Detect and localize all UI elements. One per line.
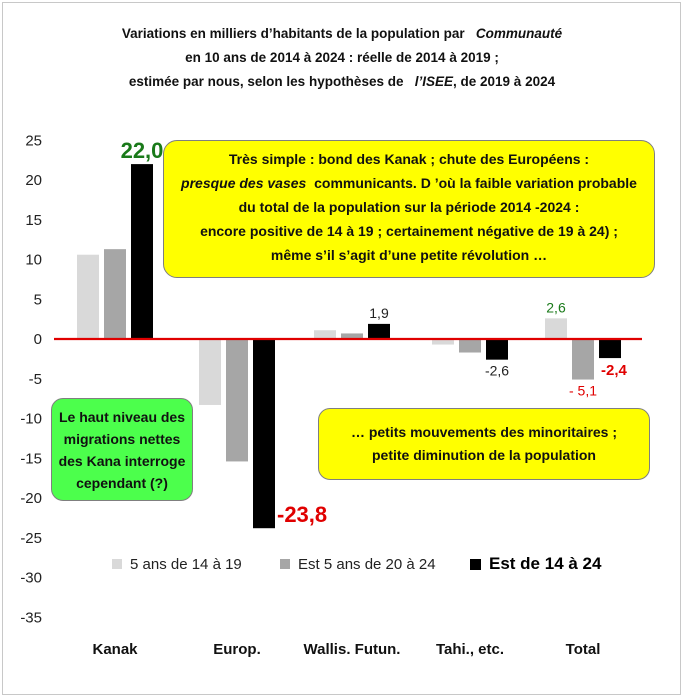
bar-3-Wallis. Futun.: [368, 324, 390, 339]
bar-2-Total: [572, 339, 594, 380]
category-label: Europ.: [213, 641, 261, 658]
data-label-Total: - 5,1: [568, 382, 598, 399]
category-label: Total: [565, 641, 601, 658]
data-label-Tahi., etc.: -2,6: [484, 362, 510, 379]
title-line-1-text: Variations en milliers d’habitants de la population par: [121, 26, 465, 41]
bar-2-Kanak: [104, 249, 126, 339]
annotation-top-line-1: Très simple : bond des Kanak ; chute des Européens :: [228, 151, 590, 167]
title-line-1-italic: Communauté: [475, 26, 563, 41]
data-label-Wallis. Futun.: 1,9: [369, 304, 389, 321]
legend-item-3: [470, 550, 601, 578]
annotation-top-line-5: même s’il s’agit d’une petite révolution …: [270, 247, 548, 263]
x-axis-categories: [92, 641, 600, 658]
legend-swatch-1: [112, 559, 122, 569]
title-line-3-end: , de 2019 à 2024: [453, 74, 556, 89]
annotation-left-line-3: des Kana interroge: [58, 453, 186, 469]
y-tick-label: -25: [20, 529, 42, 547]
legend-item-1: [112, 550, 242, 578]
title-line-3-italic: l’ISEE: [414, 74, 454, 89]
annotation-left-line-2: migrations nettes: [63, 431, 181, 447]
y-tick-label: -20: [20, 490, 42, 507]
category-label: Wallis. Futun.: [303, 641, 401, 658]
legend-label-2: Est 5 ans de 20 à 24: [298, 555, 436, 573]
data-label-Europ.: -23,8: [277, 502, 328, 528]
bar-1-Total: [545, 318, 567, 339]
legend: [0, 550, 684, 578]
bar-3-Tahi., etc.: [486, 339, 508, 360]
category-label: Kanak: [92, 641, 138, 658]
annotation-top-line-4: encore positive de 14 à 19 ; certainement négative de 19 à 24) ;: [200, 223, 618, 239]
legend-swatch-2: [280, 559, 290, 569]
annotation-middle-line-1: … petits mouvements des minoritaires ;: [350, 424, 618, 440]
title-line-3-text: estimée par nous, selon les hypothèses de: [128, 74, 404, 89]
y-tick-label: -15: [20, 450, 42, 468]
annotation-top-italic: presque des vases: [181, 175, 307, 191]
y-tick-label: 5: [33, 291, 42, 309]
y-tick-label: 20: [25, 172, 42, 189]
annotation-middle-box: [318, 408, 650, 480]
annotation-middle-line-2: petite diminution de la population: [372, 447, 596, 463]
data-label-Total: 2,6: [546, 299, 566, 316]
y-tick-label: 0: [33, 331, 42, 348]
data-label-Kanak: 22,0: [120, 138, 164, 164]
bar-3-Total: [599, 339, 621, 358]
bar-1-Kanak: [77, 255, 99, 339]
annotation-top-line-2-rest: communicants. D ’où la faible variation probable: [314, 175, 637, 191]
bar-2-Tahi., etc.: [459, 339, 481, 353]
bar-1-Europ.: [199, 339, 221, 405]
annotation-top-line-2: [164, 171, 654, 195]
annotation-top-line-3: du total de la population sur la période 2014 -2024 :: [238, 199, 580, 215]
y-tick-label: -30: [20, 569, 42, 587]
y-tick-label: 25: [25, 132, 42, 150]
legend-label-3: Est de 14 à 24: [489, 554, 602, 573]
legend-item-2: [280, 550, 436, 578]
bar-3-Europ.: [253, 339, 275, 528]
bar-2-Europ.: [226, 339, 248, 461]
y-tick-label: -35: [20, 609, 42, 627]
annotation-top-box: [163, 140, 655, 278]
annotation-left-line-4: cependant (?): [76, 475, 168, 491]
annotation-left-line-1: Le haut niveau des: [58, 409, 186, 425]
category-label: Tahi., etc.: [435, 641, 505, 658]
title-line-2: en 10 ans de 2014 à 2024 : réelle de 2014 à 2019 ;: [185, 50, 499, 65]
bar-1-Wallis. Futun.: [314, 330, 336, 339]
annotation-left-box: [51, 398, 193, 501]
legend-label-1: 5 ans de 14 à 19: [130, 555, 242, 573]
y-tick-label: 10: [25, 251, 42, 269]
y-tick-label: 15: [25, 211, 42, 229]
bar-3-Kanak: [131, 164, 153, 339]
y-tick-label: -5: [28, 370, 42, 388]
data-label-Total: -2,4: [601, 362, 627, 380]
y-tick-label: -10: [20, 410, 42, 428]
legend-swatch-3: [470, 559, 481, 570]
